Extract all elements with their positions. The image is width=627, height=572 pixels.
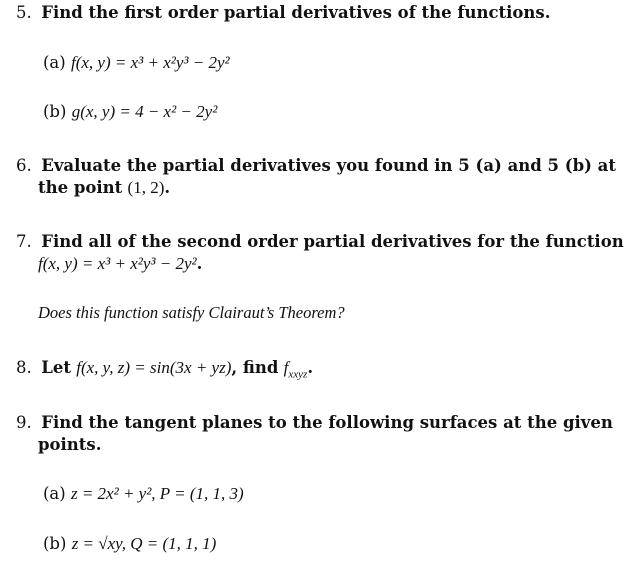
problem-9a-label: (a) bbox=[43, 484, 66, 503]
problem-5b bbox=[43, 102, 217, 122]
problem-9-line-2 bbox=[38, 435, 101, 455]
problem-9a-expression: z = 2x² + y², P = (1, 1, 3) bbox=[70, 484, 244, 503]
problem-9-text-1: Find the tangent planes to the following surfaces at the given bbox=[41, 413, 613, 432]
problem-9-text-2: points. bbox=[38, 435, 102, 454]
problem-8-period: . bbox=[307, 358, 314, 377]
problem-8-mid: , find bbox=[231, 358, 279, 377]
problem-5b-expression: g(x, y) = 4 − x² − 2y² bbox=[71, 102, 218, 121]
problem-9-number: 9. bbox=[16, 413, 32, 432]
problem-5a bbox=[43, 53, 230, 73]
problem-7-question-text: Does this function satisfy Clairaut’s Theorem? bbox=[38, 303, 345, 322]
problem-6-period: . bbox=[164, 178, 171, 197]
problem-7-question bbox=[38, 303, 345, 323]
problem-9b bbox=[43, 534, 216, 554]
problem-6-text-1: Evaluate the partial derivatives you found in 5 (a) and 5 (b) at bbox=[41, 156, 616, 175]
problem-7-number: 7. bbox=[16, 232, 32, 251]
problem-5-number: 5. bbox=[16, 3, 32, 22]
problem-6-number: 6. bbox=[16, 156, 32, 175]
problem-5-title: Find the first order partial derivatives of the functions. bbox=[41, 3, 551, 22]
problem-8 bbox=[16, 358, 314, 381]
problem-5-heading bbox=[16, 3, 550, 23]
problem-6-point: (1, 2) bbox=[127, 178, 165, 197]
problem-8-target-f: f bbox=[283, 358, 289, 377]
problem-5a-expression: f(x, y) = x³ + x²y³ − 2y² bbox=[70, 53, 230, 72]
problem-9b-label: (b) bbox=[43, 534, 67, 553]
problem-5b-label: (b) bbox=[43, 102, 67, 121]
problem-7-period: . bbox=[196, 254, 203, 273]
problem-9b-expression: z = √xy, Q = (1, 1, 1) bbox=[71, 534, 217, 553]
problem-6-line-1 bbox=[16, 156, 616, 176]
problem-8-number: 8. bbox=[16, 358, 32, 377]
problem-7-expression: f(x, y) = x³ + x²y³ − 2y² bbox=[38, 254, 197, 273]
problem-8-expression: f(x, y, z) = sin(3x + yz) bbox=[76, 358, 232, 377]
problem-9a bbox=[43, 484, 244, 504]
problem-8-lead: Let bbox=[41, 358, 71, 377]
problem-6-line-2 bbox=[38, 178, 170, 198]
problem-5a-label: (a) bbox=[43, 53, 66, 72]
problem-8-target bbox=[283, 358, 308, 381]
problem-7-text-1: Find all of the second order partial derivatives for the function bbox=[41, 232, 624, 251]
problem-8-target-subscript: xxyz bbox=[288, 368, 308, 381]
problem-6-text-2: the point bbox=[38, 178, 123, 197]
problem-9-line-1 bbox=[16, 413, 613, 433]
problem-7-line-2 bbox=[38, 254, 202, 274]
problem-7-line-1 bbox=[16, 232, 624, 252]
